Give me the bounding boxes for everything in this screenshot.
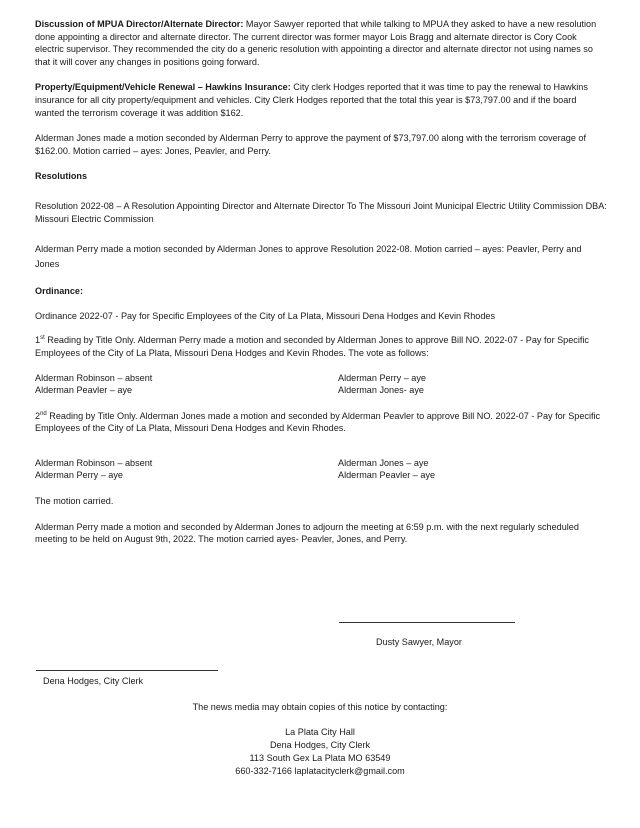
vote-line: Alderman Robinson – absent: [35, 372, 153, 383]
notice-line: La Plata City Hall: [285, 727, 355, 737]
notice-line: 113 South Gex La Plata MO 63549: [249, 753, 391, 763]
motion-carried: The motion carried.: [35, 496, 114, 507]
vote-line: Alderman Peavler – aye: [338, 470, 436, 481]
ordinance-title: Ordinance 2022-07 - Pay for Specific Employees of the City of La Plata, Missouri Dena Hodges and Kevin Rhodes: [35, 310, 495, 321]
vote-line: Alderman Jones- aye: [338, 385, 424, 396]
vote-line: Alderman Perry – aye: [338, 372, 426, 383]
notice-line: Dena Hodges, City Clerk: [269, 740, 371, 750]
vote-line: Alderman Peavler – aye: [35, 385, 133, 396]
clerk-signature-name: Dena Hodges, City Clerk: [43, 676, 144, 686]
second-reading-num: 2: [35, 410, 41, 421]
second-reading-text: Reading by Title Only. Alderman Jones made a motion and seconded by Alderman Peavler to approve Bill NO. 2022-07 - Pay for Specific Employees of the City of La Plata, Missouri Dena Hodges and Kevin Rhodes.: [35, 410, 601, 434]
mayor-signature-name: Dusty Sawyer, Mayor: [376, 637, 462, 647]
vote-line: Alderman Jones – aye: [338, 457, 429, 468]
first-reading: [35, 334, 607, 359]
vote-line: Alderman Perry – aye: [35, 470, 123, 481]
ordinance-heading: Ordinance:: [35, 286, 84, 297]
mayor-signature-line: [339, 622, 515, 623]
adjourn-paragraph: Alderman Perry made a motion and seconded by Alderman Jones to adjourn the meeting at 6:59 p.m. with the next regularly scheduled meeting to be held on August 9th, 2022. The motion carried ayes- Peavler, Jones, and Perry.: [35, 521, 579, 545]
second-reading-vote: [35, 457, 607, 482]
insurance-motion: Alderman Jones made a motion seconded by Alderman Perry to approve the payment of $73,797.00 along with the terrorism coverage of $162.00. Motion carried – ayes: Jones, Peavler, and Perry.: [35, 133, 586, 156]
notice-line: 660-332-7166 laplatacityclerk@gmail.com: [235, 766, 405, 776]
first-reading-num: 1: [35, 335, 41, 346]
second-reading-sup: nd: [40, 410, 47, 417]
insurance-text: City clerk Hodges reported that it was time to pay the renewal to Hawkins insurance for all city property/equipment and vehicles. City Clerk Hodges reported that the total this year is $73,797.00 and if the board wanted the terrorism coverage it was addition $162.: [35, 82, 588, 118]
insurance-paragraph: [35, 81, 607, 119]
first-reading-vote: [35, 372, 607, 397]
first-reading-sup: st: [40, 335, 45, 342]
first-reading-text: Reading by Title Only. Alderman Perry made a motion and seconded by Alderman Jones to approve Bill NO. 2022-07 - Pay for Specific Employees of the City of La Plata, Missouri Dena Hodges and Kevin Rhodes. The vote as follows:: [35, 335, 589, 358]
insurance-heading: Property/Equipment/Vehicle Renewal – Hawkins Insurance:: [35, 82, 291, 93]
vote-line: Alderman Robinson – absent: [35, 457, 153, 468]
resolutions-heading: Resolutions: [35, 171, 88, 182]
minutes-page: [35, 18, 607, 546]
notice-intro: The news media may obtain copies of this notice by contacting:: [192, 702, 448, 712]
mpua-heading: Discussion of MPUA Director/Alternate Director:: [35, 19, 244, 29]
clerk-signature-line: [36, 670, 218, 671]
second-reading: [35, 410, 607, 435]
mpua-paragraph: [35, 18, 607, 68]
mpua-text: Mayor Sawyer reported that while talking to MPUA they asked to have a new resolution done appointing a director and alternate director. The current director was former mayor Lois Bragg and alternate director is Cory Cook electric supervisor. They recommended the city do a generic resolution with appointing a director and alternate director not using names so that it will cover any changes in positions going forward.: [35, 19, 597, 67]
resolution-2022-08: Resolution 2022-08 – A Resolution Appointing Director and Alternate Director To The Missouri Joint Municipal Electric Utility Commission DBA: Missouri Electric Commission: [35, 200, 607, 224]
resolution-motion: Alderman Perry made a motion seconded by Alderman Jones to approve Resolution 2022-08. Motion carried – ayes: Peavler, Perry and Jones: [35, 244, 582, 270]
